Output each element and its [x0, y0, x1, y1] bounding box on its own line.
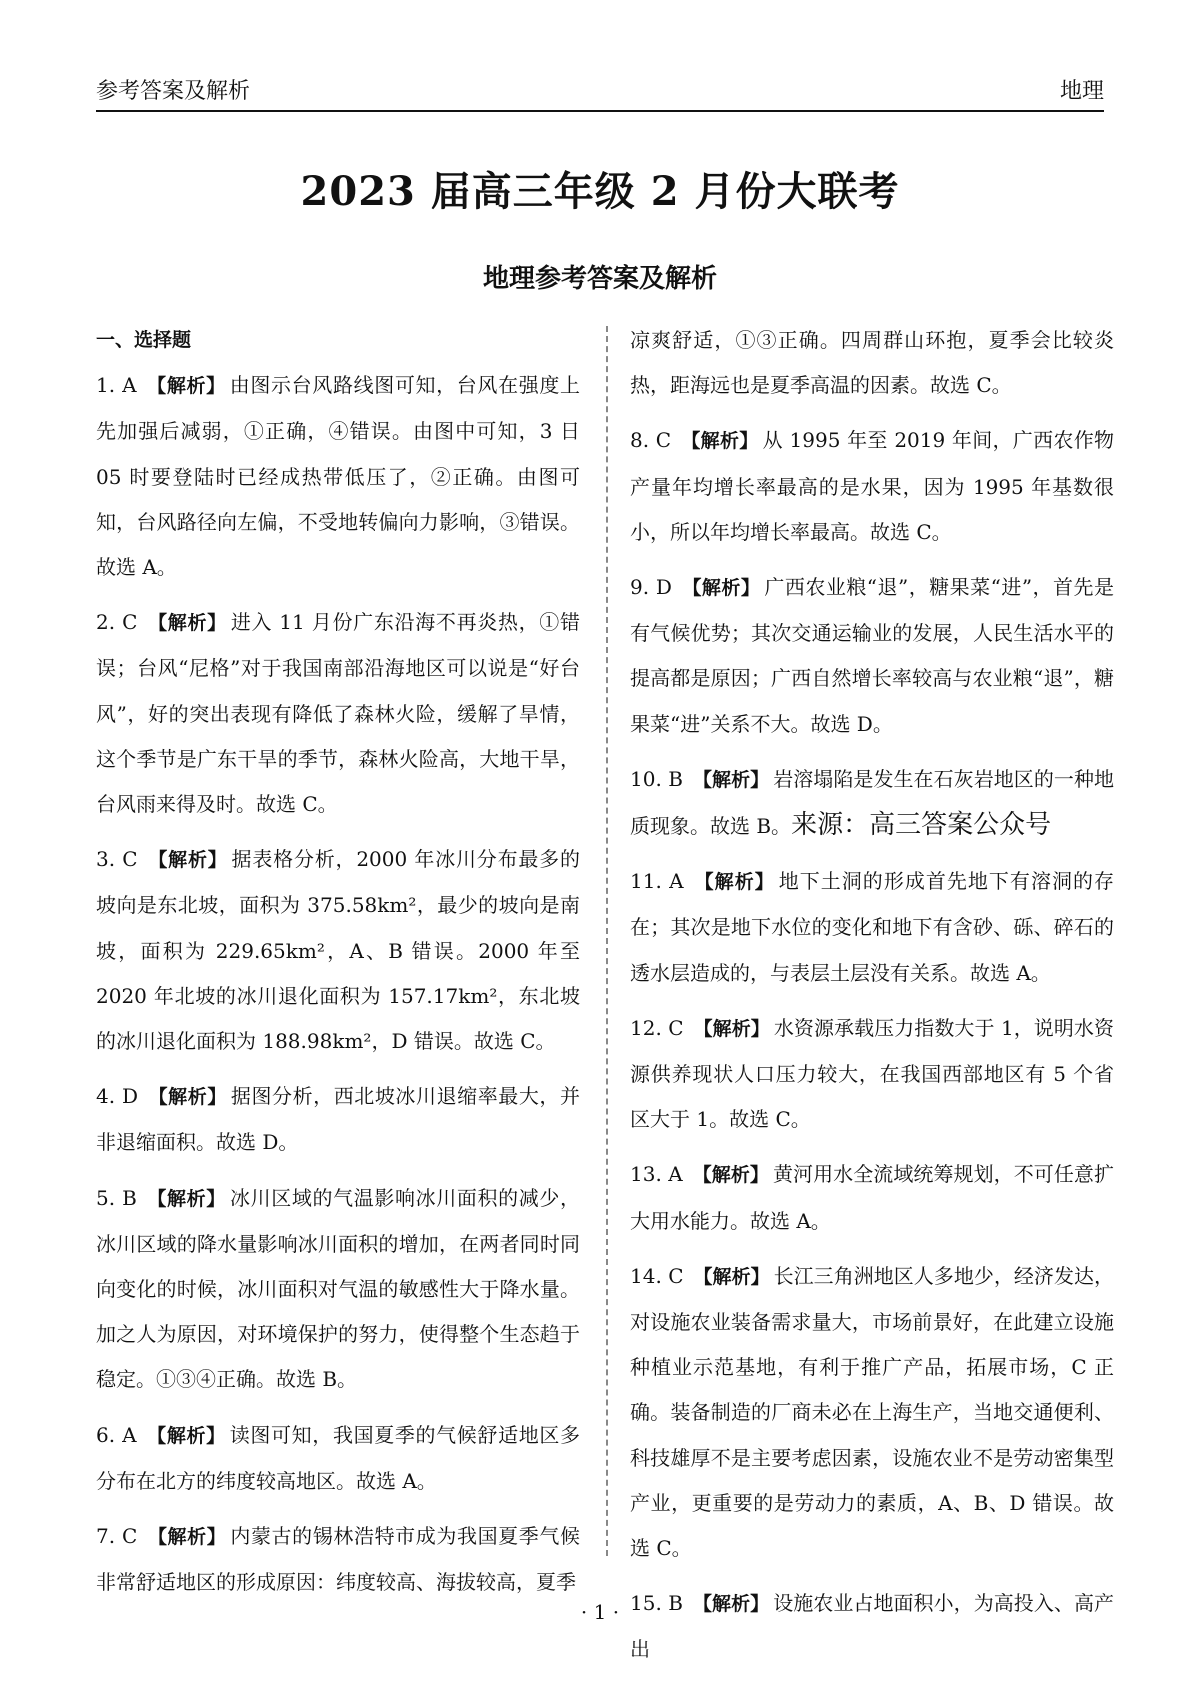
- header-left-label: 参考答案及解析: [96, 79, 251, 104]
- left-answer-list: [96, 363, 580, 1605]
- column-divider: [606, 326, 608, 1556]
- section-heading: 一、选择题: [96, 329, 192, 351]
- answer-explanation: 水资源承载压力指数大于 1，说明水资源供养现状人口压力较大，在我国西部地区有 5 个省区大于 1。故选 C。: [630, 1015, 1114, 1132]
- answer-item: [630, 1006, 1114, 1143]
- answer-explanation: 长江三角洲地区人多地少，经济发达，对设施农业装备需求量大，市场前景好，在此建立设施种植业示范基地，有利于推广产品，拓展市场，C 正确。装备制造的厂商未必在上海生产，当地交通便利、科技雄厚不是主要考虑因素，设施农业不是劳动密集型产业，更重要的是劳动力的素质，A、B、D 错误。故选 C。: [630, 1263, 1114, 1561]
- answer-explanation: 岩溶塌陷是发生在石灰岩地区的一种地质现象。故选 B。: [630, 766, 1114, 839]
- answer-item: [630, 757, 1114, 849]
- answer-explanation: 冰川区域的气温影响冰川面积的减少，冰川区域的降水量影响冰川面积的增加，在两者同时同向变化的时候，冰川面积对气温的敏感性大于降水量。加之人为原因，对环境保护的努力，使得整个生态趋于稳定。①③④正确。故选 B。: [96, 1185, 581, 1392]
- jiexi-tag: 【解析】: [693, 1265, 770, 1288]
- answer-explanation: 黄河用水全流域统筹规划，不可任意扩大用水能力。故选 A。: [630, 1162, 1114, 1233]
- jiexi-tag: 【解析】: [146, 1187, 226, 1210]
- answer-explanation: 据图分析，西北坡冰川退缩率最大，并非退缩面积。故选 D。: [96, 1084, 580, 1155]
- answer-number: 15. B: [630, 1591, 683, 1616]
- answer-item: [630, 1581, 1114, 1672]
- jiexi-tag: 【解析】: [681, 430, 759, 453]
- answer-number: 9. D: [630, 575, 672, 600]
- answer-item: [96, 1074, 580, 1165]
- header-rule: [96, 110, 1104, 112]
- answer-item: [96, 1176, 580, 1403]
- source-watermark: 来源：高三答案公众号: [791, 810, 1052, 841]
- jiexi-tag: 【解析】: [148, 1086, 227, 1109]
- answer-explanation: 广西农业粮“退”，糖果菜“进”，首先是有气候优势；其次交通运输业的发展，人民生活水平的提高都是原因；广西自然增长率较高与农业粮“退”，糖果菜“进”关系不大。故选 D。: [630, 575, 1114, 736]
- answer-number: 3. C: [96, 847, 138, 872]
- answer-item: [96, 1413, 580, 1504]
- continued-text: 凉爽舒适，①③正确。四周群山环抱，夏季会比较炎热，距海远也是夏季高温的因素。故选 C。: [630, 328, 1114, 398]
- answer-number: 2. C: [96, 610, 138, 635]
- answer-explanation: 从 1995 年至 2019 年间，广西农作物产量年均增长率最高的是水果，因为 1995 年基数很小，所以年均增长率最高。故选 C。: [630, 428, 1114, 544]
- jiexi-tag: 【解析】: [692, 768, 770, 791]
- answer-number: 12. C: [630, 1015, 684, 1040]
- answer-item: [630, 1254, 1114, 1571]
- jiexi-tag: 【解析】: [147, 1526, 227, 1549]
- answer-number: 1. A: [96, 373, 137, 398]
- jiexi-tag: 【解析】: [146, 375, 226, 398]
- jiexi-tag: 【解析】: [146, 1424, 226, 1447]
- answer-number: 4. D: [96, 1084, 139, 1109]
- answer-number: 7. C: [96, 1524, 138, 1549]
- answer-number: 6. A: [96, 1422, 137, 1447]
- answer-explanation: 设施农业占地面积小，为高投入、高产出: [630, 1591, 1114, 1662]
- answer-item: [630, 565, 1114, 747]
- jiexi-tag: 【解析】: [692, 1164, 769, 1187]
- answer-number: 10. B: [630, 766, 683, 791]
- answer-item: [96, 363, 580, 590]
- answer-item: [96, 600, 580, 827]
- answer-number: 14. C: [630, 1263, 684, 1288]
- jiexi-tag: 【解析】: [681, 577, 761, 600]
- answer-number: 8. C: [630, 428, 672, 453]
- jiexi-tag: 【解析】: [693, 1017, 770, 1040]
- jiexi-tag: 【解析】: [692, 1593, 770, 1616]
- answer-item: [630, 1152, 1114, 1243]
- jiexi-tag: 【解析】: [693, 871, 775, 894]
- header-subject-label: 地理: [1059, 79, 1104, 104]
- answer-item: [96, 1514, 580, 1605]
- answer-explanation: 据表格分析，2000 年冰川分布最多的坡向是东北坡，面积为 375.58km²，最少的坡向是南坡，面积为 229.65km²，A、B 错误。2000 年至 2020 年北坡的冰川退化面积为 157.17km²，东北坡的冰川退化面积为 188.98km²，D 错误。故选 C。: [96, 847, 580, 1054]
- answer-explanation: 由图示台风路线图可知，台风在强度上先加强后减弱，①正确，④错误。由图中可知，3 日 05 时要登陆时已经成热带低压了，②正确。由图可知，台风路径向左偏，不受地转偏向力影响，③错误。故选 A。: [96, 373, 580, 580]
- answer-explanation: 地下土洞的形成首先地下有溶洞的存在；其次是地下水位的变化和地下有含砂、砾、碎石的透水层造成的，与表层土层没有关系。故选 A。: [630, 869, 1115, 985]
- answer-item: [630, 418, 1114, 555]
- right-column: [630, 318, 1114, 1683]
- answer-number: 13. A: [630, 1162, 683, 1187]
- jiexi-tag: 【解析】: [147, 849, 228, 872]
- answer-number: 11. A: [630, 869, 684, 894]
- page-number: · 1 ·: [580, 1600, 620, 1624]
- answer-explanation: 内蒙古的锡林浩特市成为我国夏季气候非常舒适地区的形成原因：纬度较高、海拔较高，夏季: [96, 1524, 580, 1595]
- answer-explanation: 读图可知，我国夏季的气候舒适地区多分布在北方的纬度较高地区。故选 A。: [96, 1422, 580, 1493]
- left-column: [96, 318, 580, 1615]
- answer-item: [630, 859, 1114, 996]
- right-answer-list: [630, 418, 1114, 1672]
- answer-explanation: 进入 11 月份广东沿海不再炎热，①错误；台风“尼格”对于我国南部沿海地区可以说是“好台风”，好的突出表现有降低了森林火险，缓解了旱情，这个季节是广东干旱的季节，森林火险高，大地干旱，台风雨来得及时。故选 C。: [96, 610, 580, 817]
- answer-number: 5. B: [96, 1185, 137, 1210]
- page-subtitle: 地理参考答案及解析: [482, 264, 717, 294]
- answer-item: [96, 837, 580, 1064]
- jiexi-tag: 【解析】: [147, 612, 227, 635]
- page-title: 2023 届高三年级 2 月份大联考: [300, 168, 900, 215]
